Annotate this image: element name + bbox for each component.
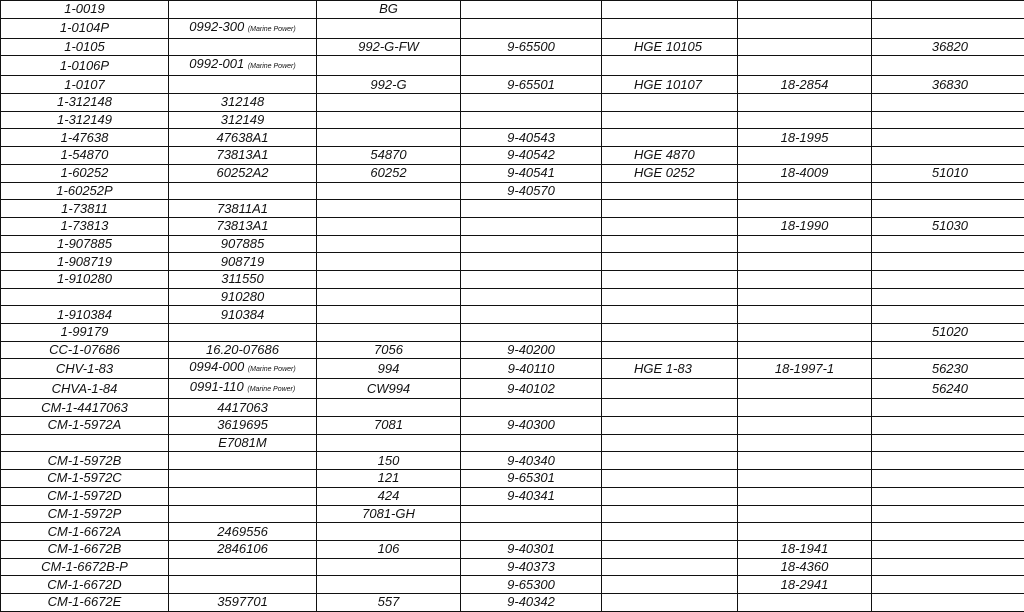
hge-number-cell [602, 324, 738, 342]
oem-number-cell [169, 487, 317, 505]
alt-number-cell [738, 56, 872, 76]
cell-value: 0992-001 [189, 56, 248, 71]
part-number-cell: 1-0105 [1, 38, 169, 56]
table-row [1, 94, 1024, 112]
ref-number-cell [317, 111, 461, 129]
part-number-cell: CM-1-5972D [1, 487, 169, 505]
table-row [1, 147, 1024, 165]
hge-number-cell [602, 129, 738, 147]
sierra-number-cell [461, 399, 602, 417]
ref-number-cell [317, 253, 461, 271]
code-number-cell [872, 94, 1024, 112]
code-number-cell [872, 576, 1024, 594]
table-row [1, 18, 1024, 38]
table-row [1, 540, 1024, 558]
hge-number-cell [602, 487, 738, 505]
code-number-cell [872, 253, 1024, 271]
cell-value: 0994-000 [189, 359, 248, 374]
alt-number-cell [738, 306, 872, 324]
part-number-cell: 1-73811 [1, 200, 169, 218]
alt-number-cell [738, 111, 872, 129]
alt-number-cell [738, 341, 872, 359]
ref-number-cell: 150 [317, 452, 461, 470]
table-row [1, 76, 1024, 94]
alt-number-cell [738, 434, 872, 452]
code-number-cell: 51020 [872, 324, 1024, 342]
table-row [1, 341, 1024, 359]
oem-number-cell: 73811A1 [169, 200, 317, 218]
oem-number-cell: 2469556 [169, 523, 317, 541]
ref-number-cell [317, 200, 461, 218]
hge-number-cell [602, 576, 738, 594]
oem-number-cell: 312148 [169, 94, 317, 112]
table-row [1, 306, 1024, 324]
hge-number-cell [602, 235, 738, 253]
alt-number-cell [738, 253, 872, 271]
code-number-cell [872, 147, 1024, 165]
hge-number-cell: HGE 10107 [602, 76, 738, 94]
table-row [1, 359, 1024, 379]
sierra-number-cell: 9-40300 [461, 417, 602, 435]
sierra-number-cell [461, 270, 602, 288]
oem-number-cell: E7081M [169, 434, 317, 452]
hge-number-cell [602, 540, 738, 558]
part-number-cell: CM-1-6672A [1, 523, 169, 541]
hge-number-cell [602, 288, 738, 306]
sierra-number-cell: 9-65501 [461, 76, 602, 94]
sierra-number-cell [461, 434, 602, 452]
code-number-cell [872, 452, 1024, 470]
table-row [1, 470, 1024, 488]
part-number-cell: 1-47638 [1, 129, 169, 147]
ref-number-cell: 992-G-FW [317, 38, 461, 56]
alt-number-cell [738, 399, 872, 417]
hge-number-cell [602, 434, 738, 452]
hge-number-cell [602, 470, 738, 488]
sierra-number-cell [461, 253, 602, 271]
ref-number-cell [317, 129, 461, 147]
ref-number-cell [317, 217, 461, 235]
table-row [1, 576, 1024, 594]
sierra-number-cell: 9-65500 [461, 38, 602, 56]
code-number-cell [872, 235, 1024, 253]
ref-number-cell [317, 56, 461, 76]
table-row [1, 379, 1024, 399]
marine-power-note: (Marine Power) [248, 63, 296, 70]
code-number-cell: 56230 [872, 359, 1024, 379]
sierra-number-cell [461, 306, 602, 324]
table-row [1, 324, 1024, 342]
ref-number-cell: 7056 [317, 341, 461, 359]
table-row [1, 399, 1024, 417]
part-number-cell: 1-312149 [1, 111, 169, 129]
oem-number-cell [169, 76, 317, 94]
alt-number-cell: 18-1997-1 [738, 359, 872, 379]
part-number-cell: CM-1-4417063 [1, 399, 169, 417]
alt-number-cell [738, 270, 872, 288]
part-number-cell: 1-910280 [1, 270, 169, 288]
sierra-number-cell [461, 94, 602, 112]
part-number-cell: 1-54870 [1, 147, 169, 165]
table-row [1, 56, 1024, 76]
alt-number-cell [738, 379, 872, 399]
ref-number-cell [317, 235, 461, 253]
oem-number-cell: 312149 [169, 111, 317, 129]
part-number-cell: 1-0104P [1, 18, 169, 38]
alt-number-cell [738, 505, 872, 523]
cell-value: 0991-110 [190, 379, 248, 394]
code-number-cell: 36820 [872, 38, 1024, 56]
part-number-cell: 1-73813 [1, 217, 169, 235]
sierra-number-cell: 9-40341 [461, 487, 602, 505]
ref-number-cell [317, 434, 461, 452]
part-number-cell: CM-1-6672B [1, 540, 169, 558]
code-number-cell [872, 593, 1024, 611]
sierra-number-cell [461, 200, 602, 218]
alt-number-cell [738, 147, 872, 165]
part-number-cell: CM-1-6672E [1, 593, 169, 611]
oem-number-cell [169, 182, 317, 200]
sierra-number-cell [461, 217, 602, 235]
ref-number-cell [317, 523, 461, 541]
part-number-cell: CHVA-1-84 [1, 379, 169, 399]
sierra-number-cell [461, 324, 602, 342]
table-row [1, 452, 1024, 470]
part-number-cell: CHV-1-83 [1, 359, 169, 379]
ref-number-cell [317, 306, 461, 324]
hge-number-cell [602, 306, 738, 324]
sierra-number-cell: 9-40541 [461, 164, 602, 182]
sierra-number-cell [461, 1, 602, 19]
ref-number-cell: 7081 [317, 417, 461, 435]
hge-number-cell [602, 111, 738, 129]
table-row [1, 235, 1024, 253]
ref-number-cell [317, 288, 461, 306]
ref-number-cell: 992-G [317, 76, 461, 94]
code-number-cell [872, 18, 1024, 38]
code-number-cell [872, 182, 1024, 200]
ref-number-cell: 60252 [317, 164, 461, 182]
code-number-cell [872, 523, 1024, 541]
part-number-cell: 1-910384 [1, 306, 169, 324]
table-row [1, 558, 1024, 576]
code-number-cell [872, 417, 1024, 435]
ref-number-cell [317, 324, 461, 342]
hge-number-cell [602, 217, 738, 235]
sierra-number-cell: 9-40543 [461, 129, 602, 147]
oem-number-cell: 47638A1 [169, 129, 317, 147]
hge-number-cell [602, 593, 738, 611]
part-number-cell [1, 434, 169, 452]
ref-number-cell: 54870 [317, 147, 461, 165]
alt-number-cell [738, 523, 872, 541]
table-row [1, 217, 1024, 235]
part-number-cell: 1-60252 [1, 164, 169, 182]
code-number-cell: 51010 [872, 164, 1024, 182]
part-number-cell: 1-907885 [1, 235, 169, 253]
code-number-cell: 56240 [872, 379, 1024, 399]
ref-number-cell [317, 576, 461, 594]
code-number-cell: 51030 [872, 217, 1024, 235]
code-number-cell [872, 540, 1024, 558]
oem-number-cell [169, 470, 317, 488]
ref-number-cell [317, 94, 461, 112]
oem-number-cell [169, 558, 317, 576]
oem-number-cell [169, 18, 317, 38]
part-number-cell: CC-1-07686 [1, 341, 169, 359]
oem-number-cell [169, 359, 317, 379]
table-row [1, 417, 1024, 435]
alt-number-cell [738, 235, 872, 253]
part-number-cell [1, 288, 169, 306]
ref-number-cell: CW994 [317, 379, 461, 399]
code-number-cell [872, 270, 1024, 288]
ref-number-cell: BG [317, 1, 461, 19]
oem-number-cell [169, 56, 317, 76]
alt-number-cell [738, 417, 872, 435]
part-number-cell: CM-1-5972B [1, 452, 169, 470]
ref-number-cell [317, 270, 461, 288]
sierra-number-cell: 9-40102 [461, 379, 602, 399]
ref-number-cell: 557 [317, 593, 461, 611]
alt-number-cell: 18-4360 [738, 558, 872, 576]
alt-number-cell [738, 288, 872, 306]
hge-number-cell: HGE 4870 [602, 147, 738, 165]
code-number-cell [872, 306, 1024, 324]
sierra-number-cell [461, 505, 602, 523]
ref-number-cell: 994 [317, 359, 461, 379]
part-number-cell: 1-312148 [1, 94, 169, 112]
sierra-number-cell: 9-65300 [461, 576, 602, 594]
alt-number-cell: 18-1990 [738, 217, 872, 235]
ref-number-cell: 106 [317, 540, 461, 558]
hge-number-cell [602, 417, 738, 435]
oem-number-cell [169, 38, 317, 56]
hge-number-cell [602, 270, 738, 288]
hge-number-cell [602, 94, 738, 112]
oem-number-cell: 60252A2 [169, 164, 317, 182]
hge-number-cell [602, 200, 738, 218]
hge-number-cell [602, 182, 738, 200]
marine-power-note: (Marine Power) [247, 386, 295, 393]
alt-number-cell [738, 182, 872, 200]
part-number-cell: 1-60252P [1, 182, 169, 200]
part-number-cell: 1-0107 [1, 76, 169, 94]
marine-power-note: (Marine Power) [248, 366, 296, 373]
oem-number-cell [169, 505, 317, 523]
alt-number-cell [738, 200, 872, 218]
ref-number-cell: 7081-GH [317, 505, 461, 523]
hge-number-cell [602, 253, 738, 271]
hge-number-cell [602, 379, 738, 399]
sierra-number-cell [461, 56, 602, 76]
part-number-cell: 1-0106P [1, 56, 169, 76]
oem-number-cell: 3619695 [169, 417, 317, 435]
alt-number-cell: 18-4009 [738, 164, 872, 182]
part-number-cell: 1-0019 [1, 1, 169, 19]
oem-number-cell: 2846106 [169, 540, 317, 558]
hge-number-cell [602, 523, 738, 541]
code-number-cell [872, 505, 1024, 523]
sierra-number-cell [461, 523, 602, 541]
part-number-cell: CM-1-6672D [1, 576, 169, 594]
sierra-number-cell [461, 18, 602, 38]
alt-number-cell [738, 18, 872, 38]
code-number-cell [872, 56, 1024, 76]
hge-number-cell [602, 452, 738, 470]
sierra-number-cell: 9-40200 [461, 341, 602, 359]
oem-number-cell: 908719 [169, 253, 317, 271]
cell-value: 0992-300 [189, 19, 248, 34]
oem-number-cell: 907885 [169, 235, 317, 253]
ref-number-cell: 121 [317, 470, 461, 488]
table-row [1, 38, 1024, 56]
alt-number-cell: 18-1995 [738, 129, 872, 147]
sierra-number-cell: 9-40570 [461, 182, 602, 200]
table-row [1, 593, 1024, 611]
code-number-cell [872, 1, 1024, 19]
table-row [1, 253, 1024, 271]
code-number-cell [872, 487, 1024, 505]
table-row [1, 505, 1024, 523]
part-number-cell: CM-1-5972C [1, 470, 169, 488]
sierra-number-cell: 9-40373 [461, 558, 602, 576]
table-body [1, 0, 1024, 611]
code-number-cell [872, 470, 1024, 488]
hge-number-cell [602, 56, 738, 76]
table-row [1, 200, 1024, 218]
oem-number-cell [169, 1, 317, 19]
oem-number-cell: 3597701 [169, 593, 317, 611]
code-number-cell [872, 111, 1024, 129]
sierra-number-cell: 9-40342 [461, 593, 602, 611]
hge-number-cell [602, 18, 738, 38]
alt-number-cell: 18-2854 [738, 76, 872, 94]
table-row [1, 434, 1024, 452]
oem-number-cell: 4417063 [169, 399, 317, 417]
hge-number-cell: HGE 0252 [602, 164, 738, 182]
sierra-number-cell: 9-40340 [461, 452, 602, 470]
marine-power-note: (Marine Power) [248, 26, 296, 33]
alt-number-cell [738, 452, 872, 470]
alt-number-cell [738, 470, 872, 488]
oem-number-cell [169, 576, 317, 594]
hge-number-cell [602, 341, 738, 359]
table-row [1, 164, 1024, 182]
hge-number-cell [602, 399, 738, 417]
sierra-number-cell: 9-40110 [461, 359, 602, 379]
alt-number-cell [738, 324, 872, 342]
alt-number-cell [738, 1, 872, 19]
table-row [1, 111, 1024, 129]
hge-number-cell [602, 558, 738, 576]
ref-number-cell [317, 558, 461, 576]
table-row [1, 1, 1024, 19]
code-number-cell [872, 129, 1024, 147]
ref-number-cell [317, 182, 461, 200]
table-row [1, 270, 1024, 288]
table-row [1, 487, 1024, 505]
sierra-number-cell [461, 235, 602, 253]
code-number-cell [872, 341, 1024, 359]
oem-number-cell [169, 379, 317, 399]
code-number-cell [872, 200, 1024, 218]
oem-number-cell [169, 452, 317, 470]
alt-number-cell [738, 487, 872, 505]
sierra-number-cell: 9-65301 [461, 470, 602, 488]
hge-number-cell [602, 505, 738, 523]
table-row [1, 129, 1024, 147]
part-number-cell: 1-908719 [1, 253, 169, 271]
ref-number-cell: 424 [317, 487, 461, 505]
oem-number-cell: 910384 [169, 306, 317, 324]
sierra-number-cell: 9-40301 [461, 540, 602, 558]
oem-number-cell: 16.20-07686 [169, 341, 317, 359]
hge-number-cell: HGE 1-83 [602, 359, 738, 379]
alt-number-cell [738, 593, 872, 611]
code-number-cell [872, 288, 1024, 306]
oem-number-cell: 910280 [169, 288, 317, 306]
hge-number-cell [602, 1, 738, 19]
code-number-cell [872, 558, 1024, 576]
part-number-cell: 1-99179 [1, 324, 169, 342]
ref-number-cell [317, 399, 461, 417]
code-number-cell [872, 434, 1024, 452]
part-number-cell: CM-1-5972A [1, 417, 169, 435]
sierra-number-cell [461, 111, 602, 129]
alt-number-cell: 18-2941 [738, 576, 872, 594]
part-number-cell: CM-1-6672B-P [1, 558, 169, 576]
oem-number-cell: 73813A1 [169, 217, 317, 235]
alt-number-cell [738, 94, 872, 112]
part-number-cell: CM-1-5972P [1, 505, 169, 523]
sierra-number-cell [461, 288, 602, 306]
hge-number-cell: HGE 10105 [602, 38, 738, 56]
ref-number-cell [317, 18, 461, 38]
table-row [1, 288, 1024, 306]
alt-number-cell [738, 38, 872, 56]
oem-number-cell: 73813A1 [169, 147, 317, 165]
sierra-number-cell: 9-40542 [461, 147, 602, 165]
table-row [1, 523, 1024, 541]
table-row [1, 182, 1024, 200]
code-number-cell [872, 399, 1024, 417]
code-number-cell: 36830 [872, 76, 1024, 94]
alt-number-cell: 18-1941 [738, 540, 872, 558]
oem-number-cell [169, 324, 317, 342]
oem-number-cell: 311550 [169, 270, 317, 288]
